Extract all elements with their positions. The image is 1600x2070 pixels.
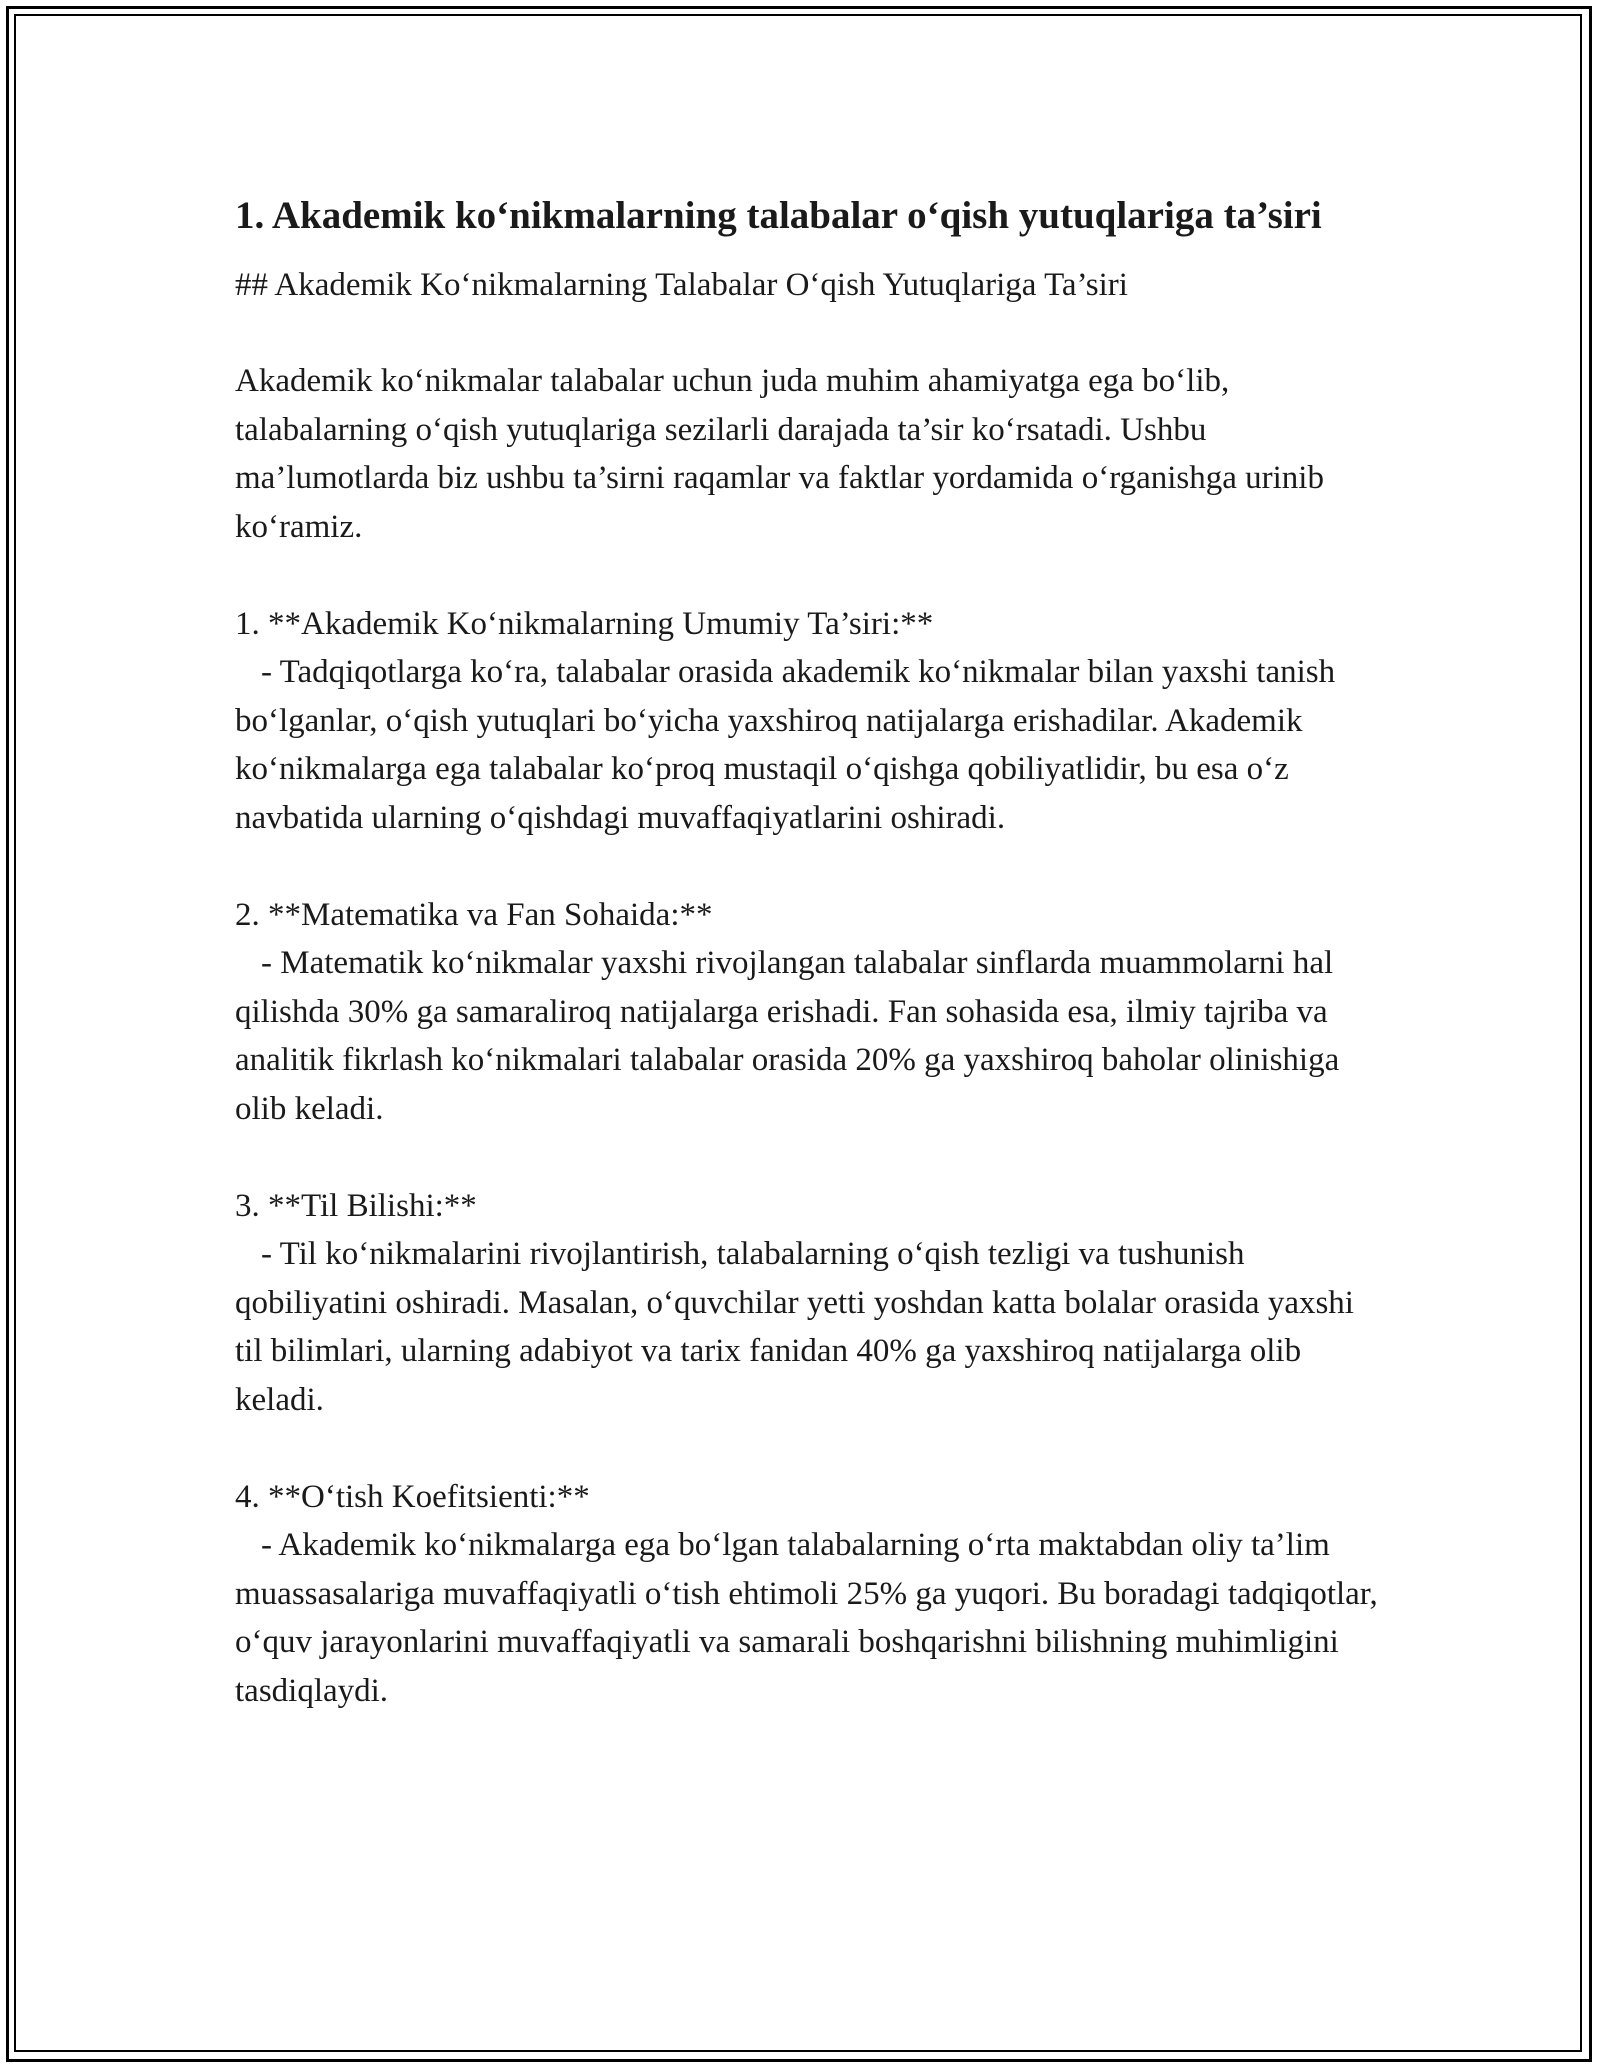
list-item-2 bbox=[235, 891, 1385, 1134]
list-item-1 bbox=[235, 600, 1385, 843]
list-item-heading: 4. **O‘tish Koefitsienti:** bbox=[235, 1478, 590, 1515]
list-item-heading: 2. **Matematika va Fan Sohaida:** bbox=[235, 896, 713, 933]
list-item-4 bbox=[235, 1473, 1385, 1716]
document-body bbox=[235, 188, 1385, 1764]
list-item-heading: 3. **Til Bilishi:** bbox=[235, 1187, 477, 1224]
list-item-heading: 1. **Akademik Ko‘nikmalarning Umumiy Ta’siri:** bbox=[235, 605, 934, 642]
list-item-3 bbox=[235, 1182, 1385, 1425]
list-item-text: - Akademik ko‘nikmalarga ega bo‘lgan talabalarning o‘rta maktabdan oliy ta’lim muassasalariga muvaffaqiyatli o‘tish ehtimoli 25% ga yuqori. Bu boradagi tadqiqotlar, o‘quv jarayonlarini muvaffaqiyatli va samarali boshqarishni bilishning muhimligini tasdiqlaydi. bbox=[235, 1527, 1378, 1709]
list-item-text: - Tadqiqotlarga ko‘ra, talabalar orasida akademik ko‘nikmalar bilan yaxshi tanish bo‘lganlar, o‘qish yutuqlari bo‘yicha yaxshiroq natijalarga erishadilar. Akademik ko‘nikmalarga ega talabalar ko‘proq mustaqil o‘qishga qobiliyatlidir, bu esa o‘z navbatida ularning o‘qishdagi muvaffaqiyatlarini oshiradi. bbox=[235, 654, 1336, 836]
intro-paragraph: Akademik ko‘nikmalar talabalar uchun juda muhim ahamiyatga ega bo‘lib, talabalarning o‘qish yutuqlariga sezilarli darajada ta’sir ko‘rsatadi. Ushbu ma’lumotlarda biz ushbu ta’sirni raqamlar va faktlar yordamida o‘rganishga urinib ko‘ramiz. bbox=[235, 363, 1324, 545]
section-subheading: ## Akademik Ko‘nikmalarning Talabalar O‘qish Yutuqlariga Ta’siri bbox=[235, 267, 1128, 303]
document-title: 1. Akademik ko‘nikmalarning talabalar o‘qish yutuqlariga ta’siri bbox=[235, 194, 1322, 237]
list-item-text: - Til ko‘nikmalarini rivojlantirish, talabalarning o‘qish tezligi va tushunish qobiliyatini oshiradi. Masalan, o‘quvchilar yetti yoshdan katta bolalar orasida yaxshi til bilimlari, ularning adabiyot va tarix fanidan 40% ga yaxshiroq natijalarga olib keladi. bbox=[235, 1236, 1354, 1418]
list-item-text: - Matematik ko‘nikmalar yaxshi rivojlangan talabalar sinflarda muammolarni hal qilishda 30% ga samaraliroq natijalarga erishadi. Fan sohasida esa, ilmiy tajriba va analitik fikrlash ko‘nikmalari talabalar orasida 20% ga yaxshiroq baholar olinishiga olib keladi. bbox=[235, 945, 1340, 1127]
